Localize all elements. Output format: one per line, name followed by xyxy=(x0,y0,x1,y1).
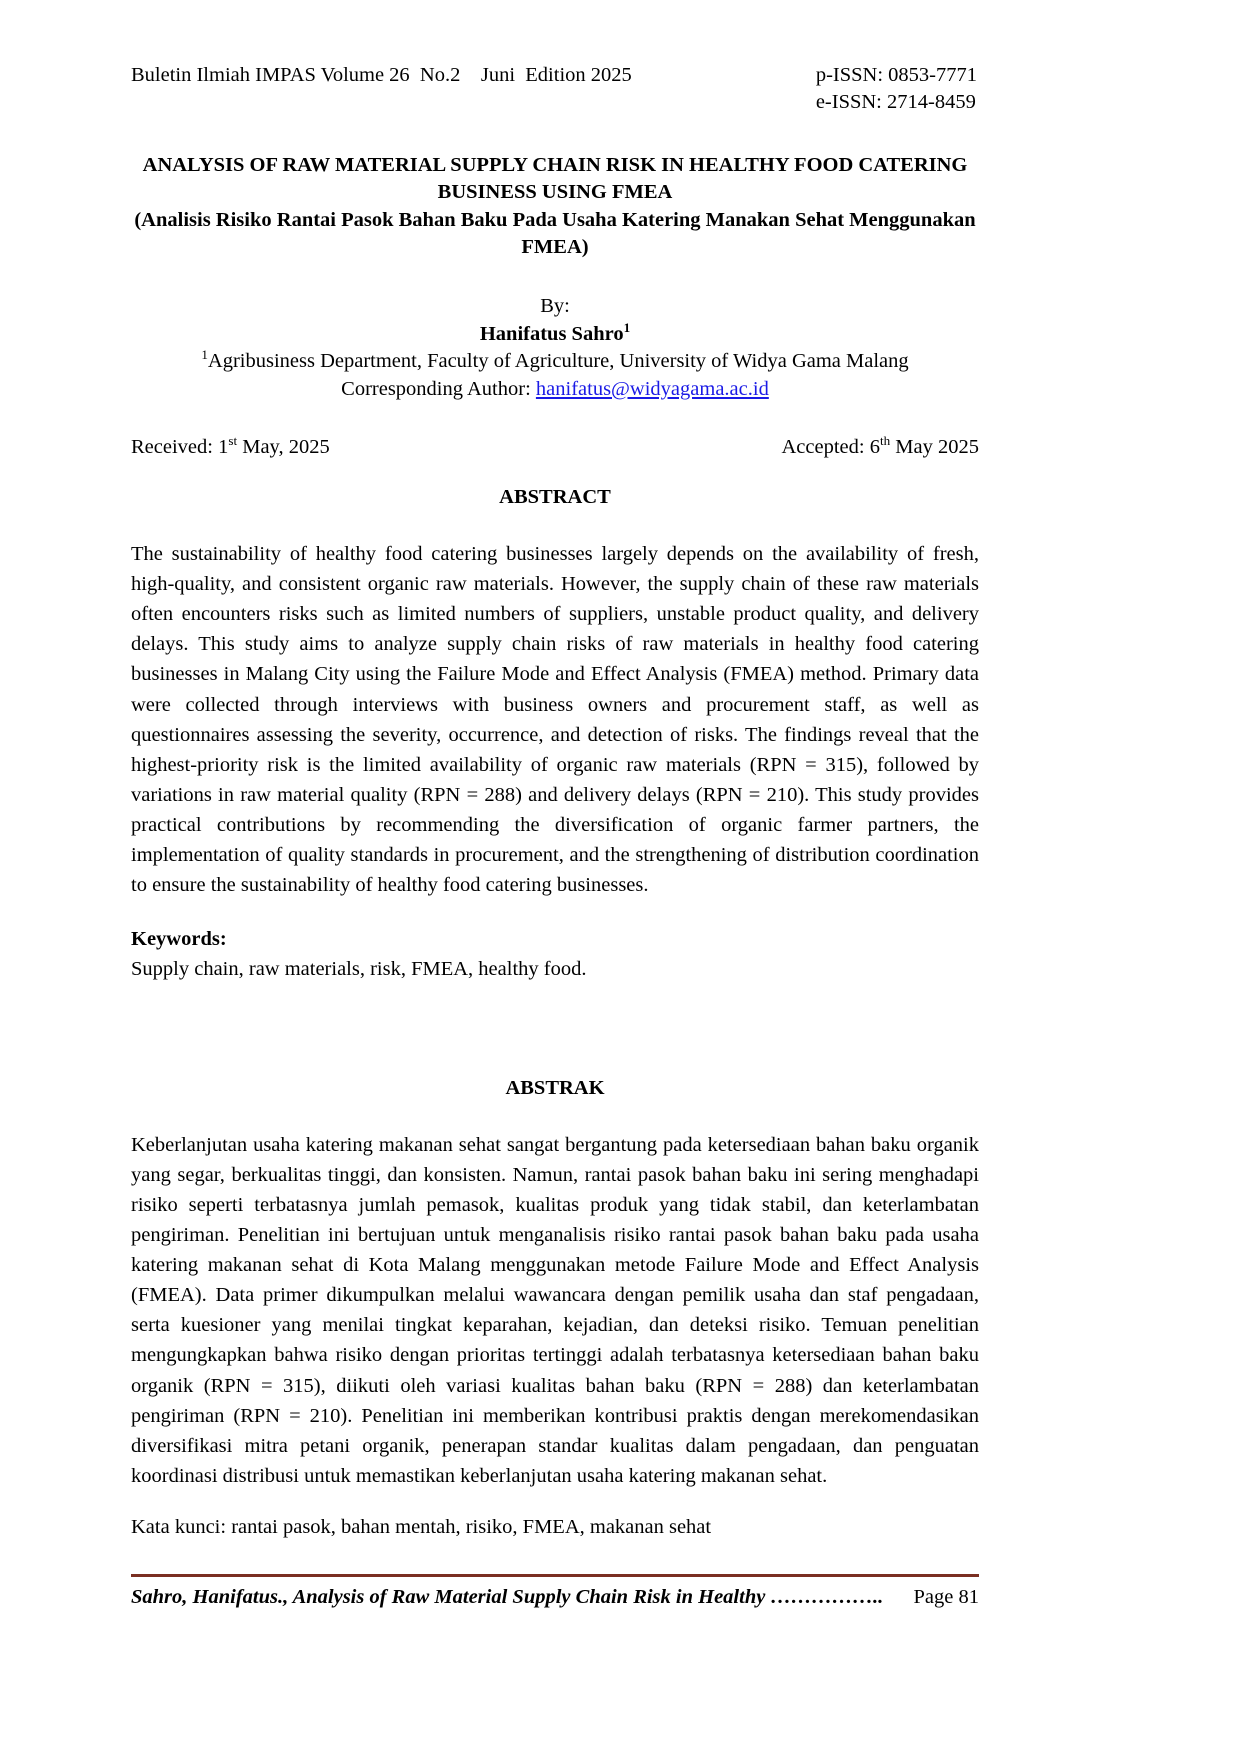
article-title-indonesian: (Analisis Risiko Rantai Pasok Bahan Baku Pada Usaha Katering Manakan Sehat Menggunakan FMEA) xyxy=(134,208,976,258)
corresponding-author-email-link[interactable]: hanifatus@widyagama.ac.id xyxy=(535,377,769,400)
keywords-block xyxy=(131,925,979,984)
abstract-body: The sustainability of healthy food catering businesses largely depends on the availability of fresh, high-quality, and consistent organic raw materials. However, the supply chain of these raw materials often encounters risks such as limited numbers of suppliers, unstable product quality, and delivery delays. This study aims to analyze supply chain risks of raw materials in healthy food catering businesses in Malang City using the Failure Mode and Effect Analysis (FMEA) method. Primary data were collected through interviews with business owners and procurement staff, as well as questionnaires assessing the severity, occurrence, and detection of risks. The findings reveal that the highest-priority risk is the limited availability of organic raw materials (RPN = 315), followed by variations in raw material quality (RPN = 288) and delivery delays (RPN = 210). This study provides practical contributions by recommending the diversification of organic farmer partners, the implementation of quality standards in procurement, and the strengthening of distribution coordination to ensure the sustainability of healthy food catering businesses. xyxy=(131,542,979,897)
received-date xyxy=(131,433,330,459)
footer-row xyxy=(131,1586,979,1609)
footer-page-number: Page 81 xyxy=(913,1586,979,1608)
electronic-issn: e-ISSN: 2714-8459 xyxy=(815,91,976,114)
page-footer xyxy=(131,1574,979,1609)
received-label: Received: 1 xyxy=(131,435,229,458)
accepted-date xyxy=(781,433,980,459)
article-title xyxy=(131,152,979,261)
journal-issue-line: Buletin Ilmiah IMPAS Volume 26 No.2 Juni Edition 2025 xyxy=(131,64,632,86)
kata-kunci-line: Kata kunci: rantai pasok, bahan mentah, risiko, FMEA, makanan sehat xyxy=(131,1516,712,1538)
abstrak-body: Keberlanjutan usaha katering makanan sehat sangat bergantung pada ketersediaan bahan baku organik yang segar, berkualitas tinggi, dan konsisten. Namun, rantai pasok bahan baku ini sering menghadapi risiko seperti terbatasnya jumlah pemasok, kualitas produk yang tidak stabil, dan keterlambatan pengiriman. Penelitian ini bertujuan untuk menganalisis risiko rantai pasok bahan baku pada usaha katering makanan sehat di Kota Malang menggunakan metode Failure Mode and Effect Analysis (FMEA). Data primer dikumpulkan melalui wawancara dengan pemilik usaha dan staf pengadaan, serta kuesioner yang menilai tingkat keparahan, kejadian, dan deteksi risiko. Temuan penelitian mengungkapkan bahwa risiko dengan prioritas tertinggi adalah terbatasnya ketersediaan bahan baku organik (RPN = 315), diikuti oleh variasi kualitas bahan baku (RPN = 288) dan keterlambatan pengiriman (RPN = 210). Penelitian ini memberikan kontribusi praktis dengan merekomendasikan diversifikasi mitra petani organik, penerapan standar kualitas dalam pengadaan, dan penguatan koordinasi distribusi untuk memastikan keberlanjutan usaha katering makanan sehat. xyxy=(131,1133,979,1487)
footer-citation: Sahro, Hanifatus., Analysis of Raw Material Supply Chain Risk in Healthy …………….. xyxy=(131,1586,884,1608)
author-name-text: Hanifatus Sahro xyxy=(479,322,624,345)
author-name xyxy=(131,321,979,348)
affiliation-superscript: 1 xyxy=(201,347,208,363)
footer-divider xyxy=(131,1574,979,1577)
abstrak-heading: ABSTRAK xyxy=(505,1076,605,1099)
author-name-superscript: 1 xyxy=(623,319,631,335)
abstract-heading: ABSTRACT xyxy=(499,485,611,508)
page-content xyxy=(131,62,979,1539)
accepted-ordinal-suffix: th xyxy=(879,433,891,449)
accepted-label: Accepted: 6 xyxy=(781,435,880,458)
accepted-rest: May 2025 xyxy=(890,435,979,458)
affiliation-text: Agribusiness Department, Faculty of Agriculture, University of Widya Gama Malang xyxy=(207,350,909,373)
keywords-label: Keywords: xyxy=(131,928,227,951)
article-title-english: ANALYSIS OF RAW MATERIAL SUPPLY CHAIN RISK IN HEALTHY FOOD CATERING BUSINESS USING FMEA xyxy=(142,154,968,204)
corresponding-author-line xyxy=(131,376,979,403)
keywords-list: Supply chain, raw materials, risk, FMEA, healthy food. xyxy=(131,957,587,980)
author-affiliation xyxy=(131,348,979,375)
received-ordinal-suffix: st xyxy=(228,433,238,449)
print-issn: p-ISSN: 0853-7771 xyxy=(815,64,977,86)
submission-dates xyxy=(131,433,979,459)
by-label: By: xyxy=(540,295,570,318)
author-block xyxy=(131,293,979,403)
running-head xyxy=(131,62,979,116)
corresponding-author-label: Corresponding Author: xyxy=(341,377,536,400)
section-spacer xyxy=(131,985,979,1077)
received-rest: May, 2025 xyxy=(237,435,330,458)
issn-block xyxy=(816,62,979,116)
